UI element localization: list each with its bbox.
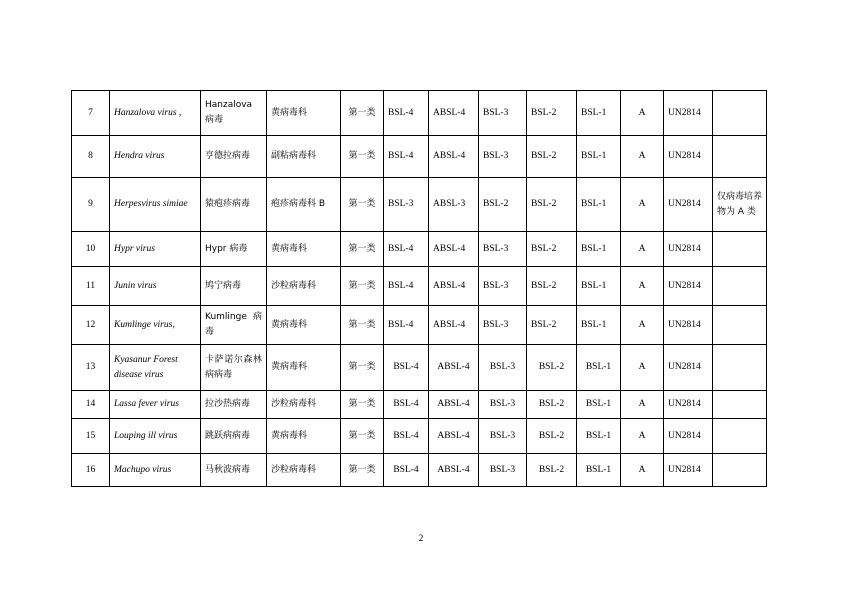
lab-level-animal-infection: ABSL-4: [429, 91, 479, 136]
lab-level-unculturable-material: BSL-3: [479, 419, 527, 454]
lab-level-inactivated-material: BSL-2: [527, 267, 577, 306]
lab-level-animal-infection: ABSL-4: [429, 306, 479, 345]
lab-level-animal-infection: ABSL-3: [429, 178, 479, 232]
un-number: UN2814: [664, 345, 713, 391]
hazard-category: 第一类: [341, 91, 384, 136]
pathogen-table: [71, 90, 767, 487]
virus-family: 沙粒病毒科: [267, 454, 341, 487]
virus-chinese-name: Kumlinge 病毒: [201, 306, 267, 345]
transport-category: A: [621, 232, 664, 267]
table-row: [72, 345, 767, 391]
un-number: UN2814: [664, 178, 713, 232]
transport-category: A: [621, 91, 664, 136]
transport-category: A: [621, 345, 664, 391]
hazard-category: 第一类: [341, 232, 384, 267]
virus-latin-name: Junin virus: [110, 267, 201, 306]
virus-latin-name: Herpesvirus simiae: [110, 178, 201, 232]
un-number: UN2814: [664, 232, 713, 267]
page-number: 2: [418, 534, 424, 544]
virus-chinese-name: 跳跃病病毒: [201, 419, 267, 454]
row-number: 15: [72, 419, 110, 454]
lab-level-animal-infection: ABSL-4: [429, 267, 479, 306]
un-number: UN2814: [664, 419, 713, 454]
lab-level-inactivated-material: BSL-2: [527, 306, 577, 345]
remark: [713, 306, 767, 345]
row-number: 11: [72, 267, 110, 306]
lab-level-non-infectious-material: BSL-1: [577, 232, 621, 267]
lab-level-animal-infection: ABSL-4: [429, 454, 479, 487]
lab-level-virus-culture: BSL-4: [384, 232, 429, 267]
virus-family: 沙粒病毒科: [267, 267, 341, 306]
transport-category: A: [621, 419, 664, 454]
lab-level-non-infectious-material: BSL-1: [577, 345, 621, 391]
un-number: UN2814: [664, 91, 713, 136]
hazard-category: 第一类: [341, 345, 384, 391]
remark: [713, 345, 767, 391]
row-number: 8: [72, 136, 110, 178]
lab-level-animal-infection: ABSL-4: [429, 419, 479, 454]
lab-level-virus-culture: BSL-4: [384, 136, 429, 178]
lab-level-virus-culture: BSL-4: [384, 306, 429, 345]
remark: 仅病毒培养物为 A 类: [713, 178, 767, 232]
lab-level-non-infectious-material: BSL-1: [577, 391, 621, 419]
lab-level-virus-culture: BSL-4: [384, 391, 429, 419]
un-number: UN2814: [664, 454, 713, 487]
virus-chinese-name: 拉沙热病毒: [201, 391, 267, 419]
lab-level-virus-culture: BSL-4: [384, 91, 429, 136]
table-row: [72, 267, 767, 306]
transport-category: A: [621, 267, 664, 306]
virus-chinese-name: 猿疱疹病毒: [201, 178, 267, 232]
remark: [713, 91, 767, 136]
virus-latin-name: Kyasanur Forest disease virus: [110, 345, 201, 391]
virus-latin-name: Kumlinge virus,: [110, 306, 201, 345]
table-row: [72, 91, 767, 136]
virus-family: 副粘病毒科: [267, 136, 341, 178]
hazard-category: 第一类: [341, 454, 384, 487]
lab-level-virus-culture: BSL-4: [384, 454, 429, 487]
lab-level-inactivated-material: BSL-2: [527, 419, 577, 454]
un-number: UN2814: [664, 391, 713, 419]
remark: [713, 232, 767, 267]
row-number: 7: [72, 91, 110, 136]
row-number: 14: [72, 391, 110, 419]
table-row: [72, 391, 767, 419]
lab-level-unculturable-material: BSL-3: [479, 232, 527, 267]
lab-level-virus-culture: BSL-4: [384, 345, 429, 391]
transport-category: A: [621, 136, 664, 178]
hazard-category: 第一类: [341, 178, 384, 232]
lab-level-inactivated-material: BSL-2: [527, 91, 577, 136]
hazard-category: 第一类: [341, 267, 384, 306]
lab-level-inactivated-material: BSL-2: [527, 136, 577, 178]
remark: [713, 454, 767, 487]
remark: [713, 419, 767, 454]
virus-chinese-name: 卡萨诺尔森林病病毒: [201, 345, 267, 391]
lab-level-inactivated-material: BSL-2: [527, 391, 577, 419]
virus-latin-name: Hanzalova virus ,: [110, 91, 201, 136]
lab-level-non-infectious-material: BSL-1: [577, 178, 621, 232]
lab-level-unculturable-material: BSL-3: [479, 267, 527, 306]
lab-level-unculturable-material: BSL-3: [479, 91, 527, 136]
lab-level-non-infectious-material: BSL-1: [577, 91, 621, 136]
lab-level-virus-culture: BSL-3: [384, 178, 429, 232]
lab-level-non-infectious-material: BSL-1: [577, 267, 621, 306]
lab-level-animal-infection: ABSL-4: [429, 232, 479, 267]
virus-family: 沙粒病毒科: [267, 391, 341, 419]
lab-level-non-infectious-material: BSL-1: [577, 419, 621, 454]
lab-level-virus-culture: BSL-4: [384, 419, 429, 454]
lab-level-animal-infection: ABSL-4: [429, 136, 479, 178]
hazard-category: 第一类: [341, 136, 384, 178]
remark: [713, 391, 767, 419]
un-number: UN2814: [664, 136, 713, 178]
un-number: UN2814: [664, 267, 713, 306]
row-number: 13: [72, 345, 110, 391]
row-number: 12: [72, 306, 110, 345]
transport-category: A: [621, 306, 664, 345]
lab-level-unculturable-material: BSL-2: [479, 178, 527, 232]
remark: [713, 267, 767, 306]
row-number: 16: [72, 454, 110, 487]
lab-level-inactivated-material: BSL-2: [527, 345, 577, 391]
virus-family: 黄病毒科: [267, 91, 341, 136]
virus-chinese-name: 鸠宁病毒: [201, 267, 267, 306]
lab-level-inactivated-material: BSL-2: [527, 232, 577, 267]
lab-level-inactivated-material: BSL-2: [527, 178, 577, 232]
table-row: [72, 419, 767, 454]
virus-latin-name: Lassa fever virus: [110, 391, 201, 419]
un-number: UN2814: [664, 306, 713, 345]
table-row: [72, 306, 767, 345]
virus-family: 黄病毒科: [267, 232, 341, 267]
lab-level-unculturable-material: BSL-3: [479, 391, 527, 419]
lab-level-virus-culture: BSL-4: [384, 267, 429, 306]
virus-chinese-name: 亨德拉病毒: [201, 136, 267, 178]
virus-family: 黄病毒科: [267, 306, 341, 345]
row-number: 10: [72, 232, 110, 267]
hazard-category: 第一类: [341, 391, 384, 419]
lab-level-animal-infection: ABSL-4: [429, 345, 479, 391]
transport-category: A: [621, 391, 664, 419]
table-row: [72, 136, 767, 178]
virus-family: 黄病毒科: [267, 345, 341, 391]
table-row: [72, 454, 767, 487]
transport-category: A: [621, 178, 664, 232]
hazard-category: 第一类: [341, 419, 384, 454]
table-row: [72, 178, 767, 232]
virus-family: 黄病毒科: [267, 419, 341, 454]
table-row: [72, 232, 767, 267]
hazard-category: 第一类: [341, 306, 384, 345]
lab-level-animal-infection: ABSL-4: [429, 391, 479, 419]
lab-level-unculturable-material: BSL-3: [479, 136, 527, 178]
lab-level-unculturable-material: BSL-3: [479, 454, 527, 487]
lab-level-non-infectious-material: BSL-1: [577, 136, 621, 178]
virus-chinese-name: Hypr 病毒: [201, 232, 267, 267]
virus-latin-name: Hypr virus: [110, 232, 201, 267]
virus-chinese-name: 马秋波病毒: [201, 454, 267, 487]
virus-latin-name: Hendra virus: [110, 136, 201, 178]
lab-level-non-infectious-material: BSL-1: [577, 306, 621, 345]
lab-level-unculturable-material: BSL-3: [479, 345, 527, 391]
virus-latin-name: Machupo virus: [110, 454, 201, 487]
virus-chinese-name: Hanzalova 病毒: [201, 91, 267, 136]
lab-level-unculturable-material: BSL-3: [479, 306, 527, 345]
lab-level-inactivated-material: BSL-2: [527, 454, 577, 487]
lab-level-non-infectious-material: BSL-1: [577, 454, 621, 487]
table-body: [72, 91, 767, 487]
virus-latin-name: Louping ill virus: [110, 419, 201, 454]
transport-category: A: [621, 454, 664, 487]
virus-family: 疱疹病毒科 B: [267, 178, 341, 232]
remark: [713, 136, 767, 178]
row-number: 9: [72, 178, 110, 232]
